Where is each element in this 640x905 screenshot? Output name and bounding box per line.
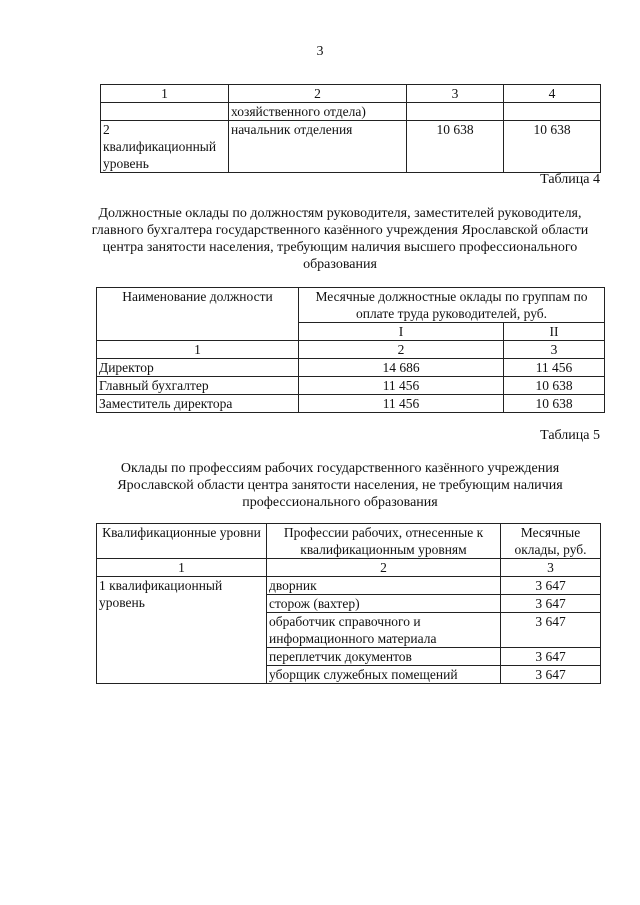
page-number: 3 (316, 44, 324, 59)
table-cell (504, 103, 601, 121)
qualification-level: 2 квалификационный уровень (101, 121, 229, 173)
col-number: 2 (229, 85, 407, 103)
table-row (97, 341, 605, 359)
col-number: 3 (504, 341, 605, 359)
salary-group-2: 10 638 (504, 395, 605, 413)
table4 (96, 287, 605, 413)
profession-name: дворник (267, 577, 501, 595)
salary-value: 3 647 (501, 577, 601, 595)
table-cell: хозяйственного отдела) (229, 103, 407, 121)
salary-group-2: 10 638 (504, 377, 605, 395)
position-name: Директор (97, 359, 299, 377)
salary-group-2: 11 456 (504, 359, 605, 377)
col-number: 4 (504, 85, 601, 103)
col-number: 1 (97, 559, 267, 577)
table5 (96, 523, 601, 684)
group-2: II (504, 323, 605, 341)
salary-value: 10 638 (504, 121, 601, 173)
col-number: 2 (267, 559, 501, 577)
profession-name: уборщик служебных помещений (267, 666, 501, 684)
salary-value: 3 647 (501, 595, 601, 613)
profession-name: переплетчик документов (267, 648, 501, 666)
group-1: I (299, 323, 504, 341)
table-row (97, 577, 601, 595)
profession-name: обработчик справочного и информационного материала (267, 613, 501, 648)
table4-title: Должностные оклады по должностям руководителя, заместителей руководителя, главного бухгалтера государственного казённого учреждения Ярославской области центра занятости населения, требующим наличия высшего профессионального образования (91, 206, 589, 272)
table4-caption: Таблица 4 (540, 172, 600, 187)
profession-name: сторож (вахтер) (267, 595, 501, 613)
table-row (101, 103, 601, 121)
table5-title: Оклады по профессиям рабочих государственного казённого учреждения Ярославской области центра занятости населения, не требующим наличия профессионального образования (117, 461, 563, 510)
table-row (97, 359, 605, 377)
table-row (101, 85, 601, 103)
table-row (97, 559, 601, 577)
table-continuation (100, 84, 601, 173)
col-number: 1 (101, 85, 229, 103)
table-cell (407, 103, 504, 121)
salary-group-1: 11 456 (299, 395, 504, 413)
table-row (101, 121, 601, 173)
table-row (97, 288, 605, 323)
salary-value: 3 647 (501, 648, 601, 666)
position-name: начальник отделения (229, 121, 407, 173)
table5-caption: Таблица 5 (540, 428, 600, 443)
header-professions: Профессии рабочих, отнесенные к квалификационным уровням (267, 524, 501, 559)
header-salary: Месячные должностные оклады по группам по оплате труда руководителей, руб. (299, 288, 605, 323)
position-name: Главный бухгалтер (97, 377, 299, 395)
header-position: Наименование должности (97, 288, 299, 341)
header-level: Квалификационные уровни (97, 524, 267, 559)
table-cell (101, 103, 229, 121)
col-number: 3 (407, 85, 504, 103)
table-row (97, 524, 601, 559)
table-row (97, 377, 605, 395)
table-row (97, 395, 605, 413)
col-number: 1 (97, 341, 299, 359)
salary-value: 3 647 (501, 666, 601, 684)
salary-group-1: 11 456 (299, 377, 504, 395)
col-number: 3 (501, 559, 601, 577)
position-name: Заместитель директора (97, 395, 299, 413)
qualification-level: 1 квалификационный уровень (97, 577, 267, 684)
salary-value: 3 647 (501, 613, 601, 648)
salary-value: 10 638 (407, 121, 504, 173)
col-number: 2 (299, 341, 504, 359)
salary-group-1: 14 686 (299, 359, 504, 377)
header-salary: Месячные оклады, руб. (501, 524, 601, 559)
